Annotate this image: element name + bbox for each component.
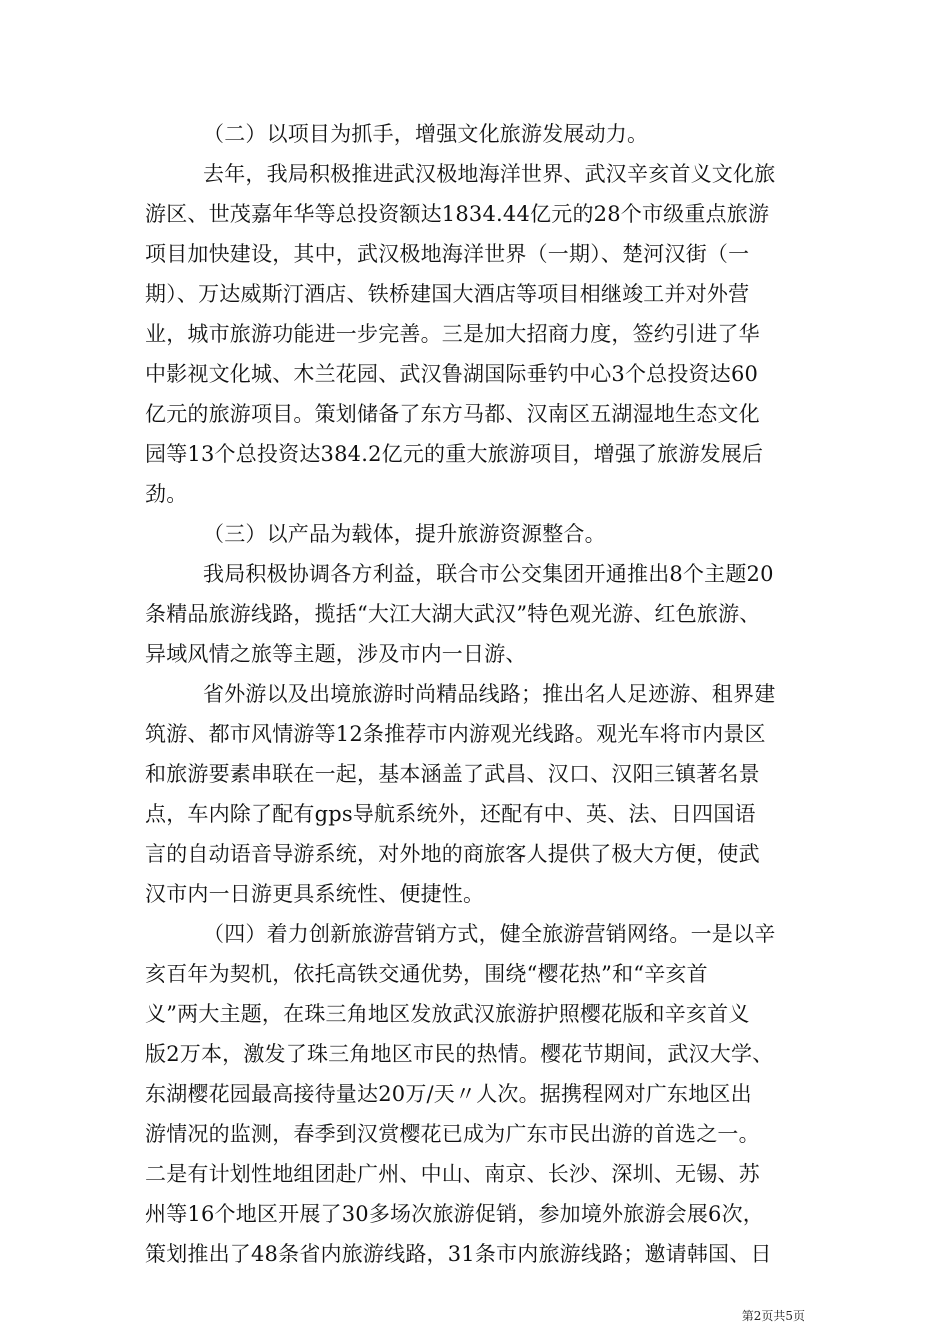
text-line: 游情况的监测，春季到汉赏樱花已成为广东市民出游的首选之一。: [145, 1122, 760, 1146]
text-line: 去年，我局积极推进武汉极地海洋世界、武汉辛亥首义文化旅: [203, 162, 776, 186]
text-line: 言的自动语音导游系统，对外地的商旅客人提供了极大方便，使武: [145, 842, 760, 866]
text-line: 策划推出了48条省内旅游线路，31条市内旅游线路；邀请韩国、日: [145, 1242, 772, 1266]
text-line: 期）、万达威斯汀酒店、铁桥建国大酒店等项目相继竣工并对外营: [145, 282, 750, 306]
text-line: 游区、世茂嘉年华等总投资额达1834.44亿元的28个市级重点旅游: [145, 202, 770, 226]
text-line: 条精品旅游线路，揽括“大江大湖大武汉”特色观光游、红色旅游、: [145, 602, 761, 626]
text-line: （二）以项目为抓手，增强文化旅游发展动力。: [203, 122, 649, 146]
text-line: 亿元的旅游项目。策划储备了东方马都、汉南区五湖湿地生态文化: [145, 402, 760, 426]
text-line: 园等13个总投资达384.2亿元的重大旅游项目，增强了旅游发展后: [145, 442, 764, 466]
text-line: 版2万本，激发了珠三角地区市民的热情。樱花节期间，武汉大学、: [145, 1042, 774, 1066]
text-line: 我局积极协调各方利益，联合市公交集团开通推出8个主题20: [203, 562, 774, 586]
text-line: 省外游以及出境旅游时尚精品线路；推出名人足迹游、租界建: [203, 682, 776, 706]
text-line: 异域风情之旅等主题，涉及市内一日游、: [145, 642, 527, 666]
text-line: 和旅游要素串联在一起，基本涵盖了武昌、汉口、汉阳三镇著名景: [145, 762, 760, 786]
text-line: 汉市内一日游更具系统性、便捷性。: [145, 882, 485, 906]
text-line: 义”两大主题，在珠三角地区发放武汉旅游护照樱花版和辛亥首义: [145, 1002, 750, 1026]
text-line: 业，城市旅游功能进一步完善。三是加大招商力度，签约引进了华: [145, 322, 760, 346]
text-line: （四）着力创新旅游营销方式，健全旅游营销网络。一是以辛: [203, 922, 776, 946]
text-line: 中影视文化城、木兰花园、武汉鲁湖国际垂钓中心3个总投资达60: [145, 362, 759, 386]
text-line: 劲。: [145, 482, 188, 506]
text-line: 点，车内除了配有gps导航系统外，还配有中、英、法、日四国语: [145, 802, 756, 826]
document-body: [145, 114, 807, 1274]
text-line: （三）以产品为载体，提升旅游资源整合。: [203, 522, 606, 546]
text-line: 东湖樱花园最高接待量达20万/天〃人次。据携程网对广东地区出: [145, 1082, 752, 1106]
text-line: 项目加快建设，其中，武汉极地海洋世界（一期）、楚河汉街（一: [145, 242, 750, 266]
text-line: 筑游、都市风情游等12条推荐市内游观光线路。观光车将市内景区: [145, 722, 766, 746]
text-line: 亥百年为契机，依托高铁交通优势，围绕“樱花热”和“辛亥首: [145, 962, 708, 986]
text-line: 二是有计划性地组团赴广州、中山、南京、长沙、深圳、无锡、苏: [145, 1162, 760, 1186]
text-line: 州等16个地区开展了30多场次旅游促销，参加境外旅游会展6次，: [145, 1202, 765, 1226]
page-number: 第2页共5页: [741, 1309, 805, 1323]
